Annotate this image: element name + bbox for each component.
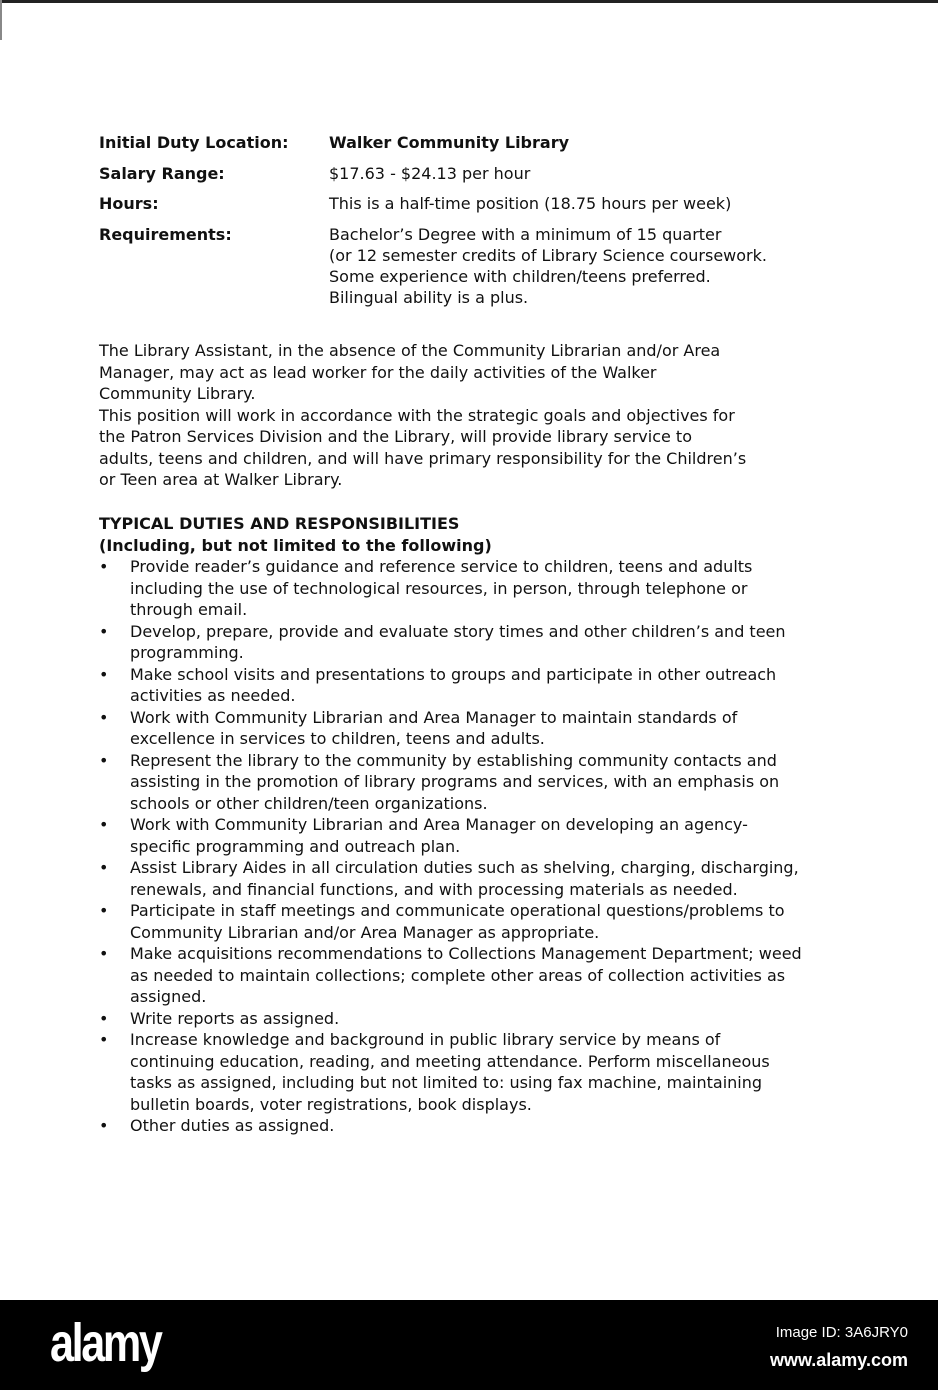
duty-line: including the use of technological resources, in person, through telephone or	[130, 578, 748, 598]
watermark-footer	[0, 1300, 938, 1390]
bullet-icon: •	[99, 815, 109, 834]
duty-line: Community Librarian and/or Area Manager as appropriate.	[130, 922, 600, 942]
duty-line: Other duties as assigned.	[130, 1116, 335, 1135]
duty-line: Assist Library Aides in all circulation duties such as shelving, charging, discharging,	[130, 858, 799, 877]
duty-item	[99, 1029, 879, 1115]
paragraph-line: Manager, may act as lead worker for the daily activities of the Walker	[99, 362, 657, 382]
bullet-icon: •	[99, 664, 109, 684]
field-label: Initial Duty Location:	[99, 133, 289, 152]
duty-line: excellence in services to children, teens and adults.	[130, 729, 545, 748]
paragraph-line: The Library Assistant, in the absence of the Community Librarian and/or Area	[99, 341, 721, 360]
bullet-icon: •	[99, 944, 109, 963]
field-label: Requirements:	[99, 225, 232, 244]
duty-item	[99, 664, 879, 707]
duty-item	[99, 943, 879, 1008]
duty-item	[99, 621, 879, 664]
paragraph-line: Community Library.	[99, 384, 256, 403]
site-url: www.alamy.com	[769, 1350, 908, 1370]
duty-line: as needed to maintain collections; complete other areas of collection activities as	[130, 965, 786, 985]
duty-line: activities as needed.	[130, 686, 296, 705]
duty-line: Provide reader’s guidance and reference service to children, teens and adults	[130, 557, 753, 576]
duty-line: assisting in the promotion of library programs and services, with an emphasis on	[130, 772, 780, 791]
field-value-line: $17.63 - $24.13 per hour	[329, 164, 531, 183]
duty-item	[99, 900, 879, 943]
duty-line: Write reports as assigned.	[130, 1008, 340, 1028]
field-label: Hours:	[99, 194, 159, 213]
field-value-line: Bilingual ability is a plus.	[329, 288, 529, 307]
duty-item	[99, 857, 879, 900]
duty-line: Make acquisitions recommendations to Collections Management Department; weed	[130, 944, 802, 963]
bullet-icon: •	[99, 707, 109, 727]
bullet-icon: •	[99, 621, 109, 641]
duty-line: Develop, prepare, provide and evaluate story times and other children’s and teen	[130, 621, 786, 641]
duty-line: programming.	[130, 643, 244, 662]
field-value-line: Bachelor’s Degree with a minimum of 15 quarter	[329, 225, 722, 244]
duty-item	[99, 750, 879, 815]
duty-line: Work with Community Librarian and Area Manager to maintain standards of	[130, 707, 738, 727]
duty-line: tasks as assigned, including but not limited to: using fax machine, maintaining	[130, 1073, 763, 1092]
duty-line: Represent the library to the community by establishing community contacts and	[130, 750, 777, 770]
alamy-logo: alamy	[50, 1313, 161, 1373]
duty-line: specific programming and outreach plan.	[130, 836, 461, 856]
paragraph-line: the Patron Services Division and the Library, will provide library service to	[99, 427, 692, 446]
scan-border-left	[0, 0, 2, 40]
duties-list	[99, 556, 879, 1137]
bullet-icon: •	[99, 1030, 109, 1049]
duty-line: renewals, and financial functions, and with processing materials as needed.	[130, 879, 738, 899]
duty-line: continuing education, reading, and meeting attendance. Perform miscellaneous	[130, 1051, 770, 1071]
bullet-icon: •	[99, 1008, 109, 1028]
field-value	[329, 132, 569, 153]
paragraph-line: or Teen area at Walker Library.	[99, 470, 343, 489]
paragraph	[99, 340, 746, 491]
paragraph-line: This position will work in accordance with the strategic goals and objectives for	[99, 405, 735, 425]
bullet-icon: •	[99, 557, 109, 576]
field-value	[329, 163, 530, 184]
bullet-icon: •	[99, 1116, 109, 1135]
field-value-line: Walker Community Library	[329, 133, 570, 152]
field-label: Salary Range:	[99, 164, 225, 183]
paragraph-line: adults, teens and children, and will have primary responsibility for the Children’s	[99, 448, 747, 468]
duty-item	[99, 814, 879, 857]
duty-item	[99, 1008, 879, 1030]
bullet-icon: •	[99, 750, 109, 770]
duty-item	[99, 1115, 879, 1137]
duties-heading	[99, 513, 492, 556]
scan-border-top	[0, 0, 938, 3]
field-value-line: (or 12 semester credits of Library Science coursework.	[329, 246, 767, 265]
duty-line: schools or other children/teen organizations.	[130, 793, 488, 813]
duty-item	[99, 556, 879, 621]
field-value-line: This is a half-time position (18.75 hours per week)	[329, 194, 732, 213]
duty-item	[99, 707, 879, 750]
bullet-icon: •	[99, 858, 109, 877]
duty-line: through email.	[130, 600, 248, 619]
duty-line: Participate in staff meetings and communicate operational questions/problems to	[130, 901, 785, 920]
duties-heading-subtitle: (Including, but not limited to the following)	[99, 535, 492, 555]
image-id: Image ID: 3A6JRY0	[775, 1324, 908, 1341]
field-value-line: Some experience with children/teens preferred.	[329, 267, 711, 286]
duty-line: assigned.	[130, 987, 207, 1006]
duty-line: bulletin boards, voter registrations, book displays.	[130, 1094, 532, 1114]
duty-line: Work with Community Librarian and Area Manager on developing an agency-	[130, 815, 748, 834]
bullet-icon: •	[99, 901, 109, 920]
field-value	[329, 224, 767, 308]
duty-line: Make school visits and presentations to groups and participate in other outreach	[130, 664, 777, 684]
duty-line: Increase knowledge and background in public library service by means of	[130, 1030, 721, 1049]
field-value	[329, 193, 731, 214]
duties-heading-title: TYPICAL DUTIES AND RESPONSIBILITIES	[99, 514, 460, 533]
